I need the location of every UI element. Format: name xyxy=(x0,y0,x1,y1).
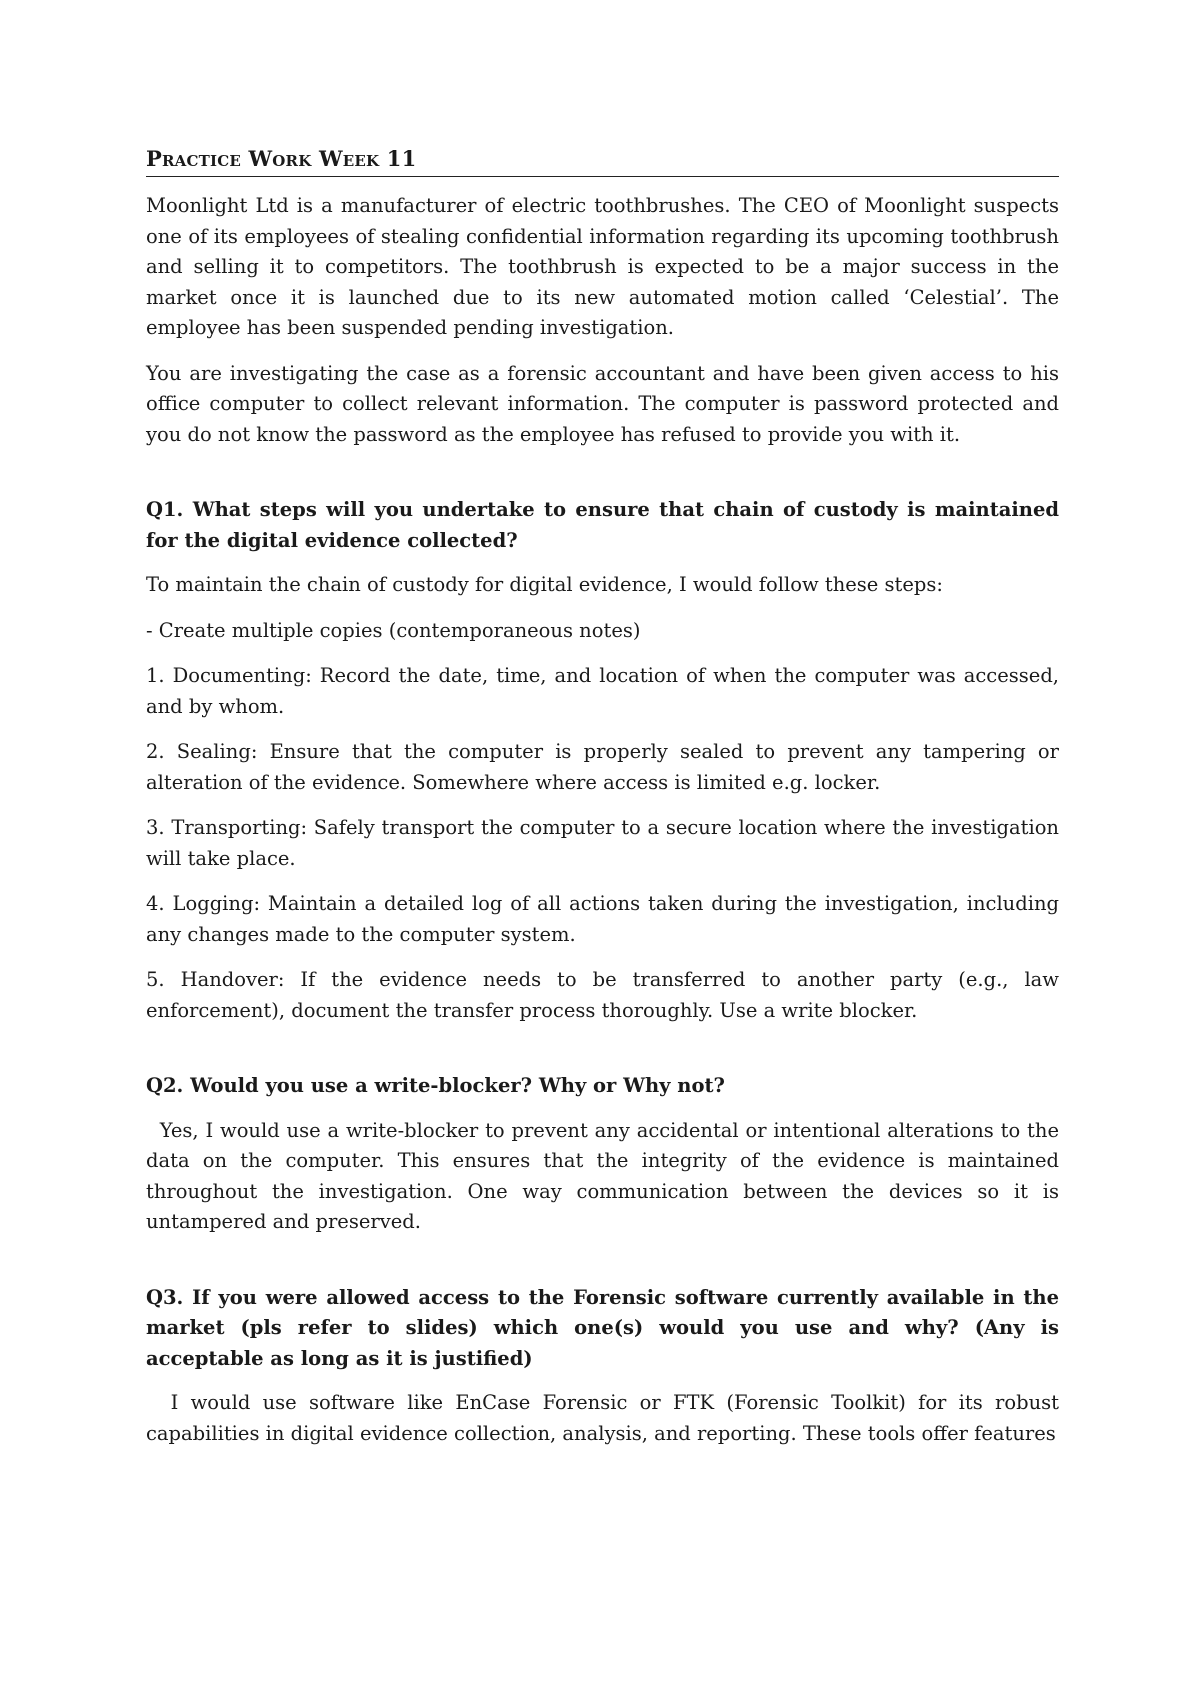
intro-paragraph: Moonlight Ltd is a manufacturer of electric toothbrushes. The CEO of Moonlight suspects one of its employees of stealing confidential information regarding its upcoming toothbrush and selling it to competitors. The toothbrush is expected to be a major success in the market once it is launched due to its new automated motion called ‘Celestial’. The employee has been suspended pending investigation. xyxy=(146,194,1059,339)
answer-1-line: - Create multiple copies (contemporaneous notes) xyxy=(146,618,641,642)
intro-paragraph: You are investigating the case as a forensic accountant and have been given access to his office computer to collect relevant information. The computer is password protected and you do not know the password as the employee has refused to provide you with it. xyxy=(146,361,1059,446)
answer-1-step: 3. Transporting: Safely transport the computer to a secure location where the investigation will take place. xyxy=(146,816,1059,870)
question-2: Q2. Would you use a write-blocker? Why or Why not? xyxy=(146,1074,725,1097)
answer-1-step: 4. Logging: Maintain a detailed log of all actions taken during the investigation, including any changes made to the computer system. xyxy=(146,892,1059,946)
document-body xyxy=(146,146,1066,1464)
answer-1-step: 5. Handover: If the evidence needs to be transferred to another party (e.g., law enforcement), document the transfer process thoroughly. Use a write blocker. xyxy=(146,968,1059,1022)
page-heading: Practice Work Week 11 xyxy=(146,146,1059,177)
answer-1-step: 2. Sealing: Ensure that the computer is properly sealed to prevent any tampering or alteration of the evidence. Somewhere where access is limited e.g. locker. xyxy=(146,740,1059,794)
answer-1-step: 1. Documenting: Record the date, time, and location of when the computer was accessed, and by whom. xyxy=(146,664,1059,718)
answer-1-line: To maintain the chain of custody for digital evidence, I would follow these steps: xyxy=(146,573,943,596)
answer-2: Yes, I would use a write-blocker to prevent any accidental or intentional alterations to the data on the computer. This ensures that the integrity of the evidence is maintained throughout the investigation. One way communication between the devices so it is untampered and preserved. xyxy=(146,1118,1066,1233)
question-1: Q1. What steps will you undertake to ensure that chain of custody is maintained for the digital evidence collected? xyxy=(146,498,1059,552)
question-3: Q3. If you were allowed access to the Forensic software currently available in the market (pls refer to slides) which one(s) would you use and why? (Any is acceptable as long as it is justified) xyxy=(146,1285,1059,1370)
answer-3: I would use software like EnCase Forensic or FTK (Forensic Toolkit) for its robust capabilities in digital evidence collection, analysis, and reporting. These tools offer features xyxy=(146,1391,1066,1445)
